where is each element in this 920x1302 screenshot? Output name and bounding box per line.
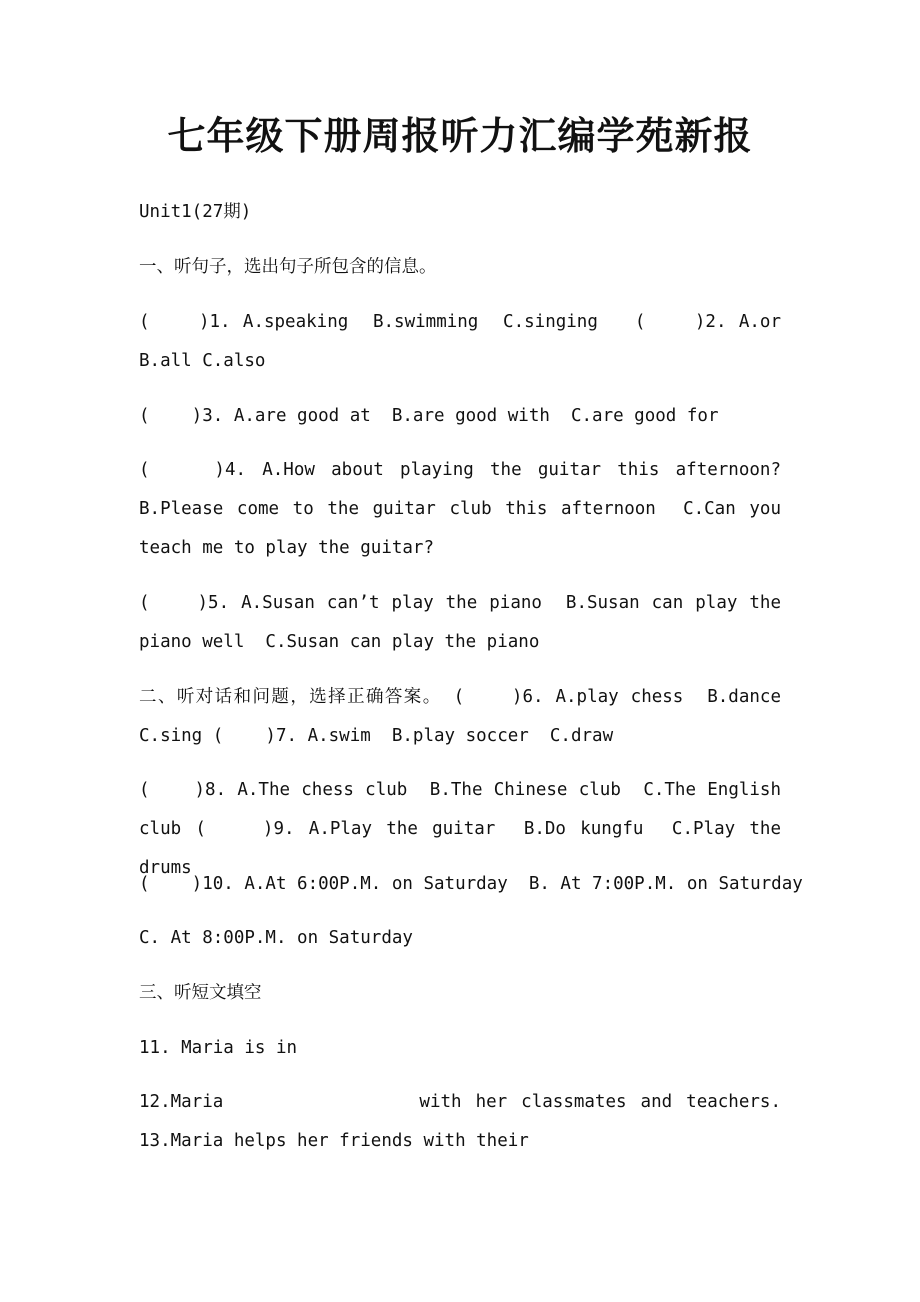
question-1-2: ( )1. A.speaking B.swimming C.singing ( )2. A.or B.all C.also: [139, 312, 803, 371]
question-3: ( )3. A.are good at B.are good with C.are good for: [139, 406, 719, 426]
page-title: 七年级下册周报听力汇编学苑新报: [167, 113, 753, 158]
question-8-9: ( )8. A.The chess club B.The Chinese club C.The English club ( )9. A.Play the guitar B.Do kungfu C.Play the drums: [139, 780, 792, 878]
section3-heading: 三、听短文填空: [139, 983, 262, 1003]
question-11: 11. Maria is in: [139, 1038, 298, 1058]
question-4: ( )4. A.How about playing the guitar this afternoon? B.Please come to the guitar club this afternoon C.Can you teach me to play the guitar?: [139, 460, 792, 558]
question-12-13: 12.Maria with her classmates and teachers. 13.Maria helps her friends with their: [139, 1092, 792, 1151]
unit-label: Unit1(27期): [139, 202, 252, 222]
section2-question-6-7: 二、听对话和问题，选择正确答案。 ( )6. A.play chess B.dance C.sing ( )7. A.swim B.play soccer C.draw: [139, 687, 792, 746]
question-10-line2: C. At 8:00P.M. on Saturday: [139, 928, 413, 948]
section1-heading: 一、听句子，选出句子所包含的信息。: [139, 257, 437, 277]
question-5: ( )5. A.Susan can’t play the piano B.Susan can play the piano well C.Susan can play the piano: [139, 593, 792, 652]
question-10-line1: ( )10. A.At 6:00P.M. on Saturday B. At 7:00P.M. on Saturday: [139, 874, 803, 894]
